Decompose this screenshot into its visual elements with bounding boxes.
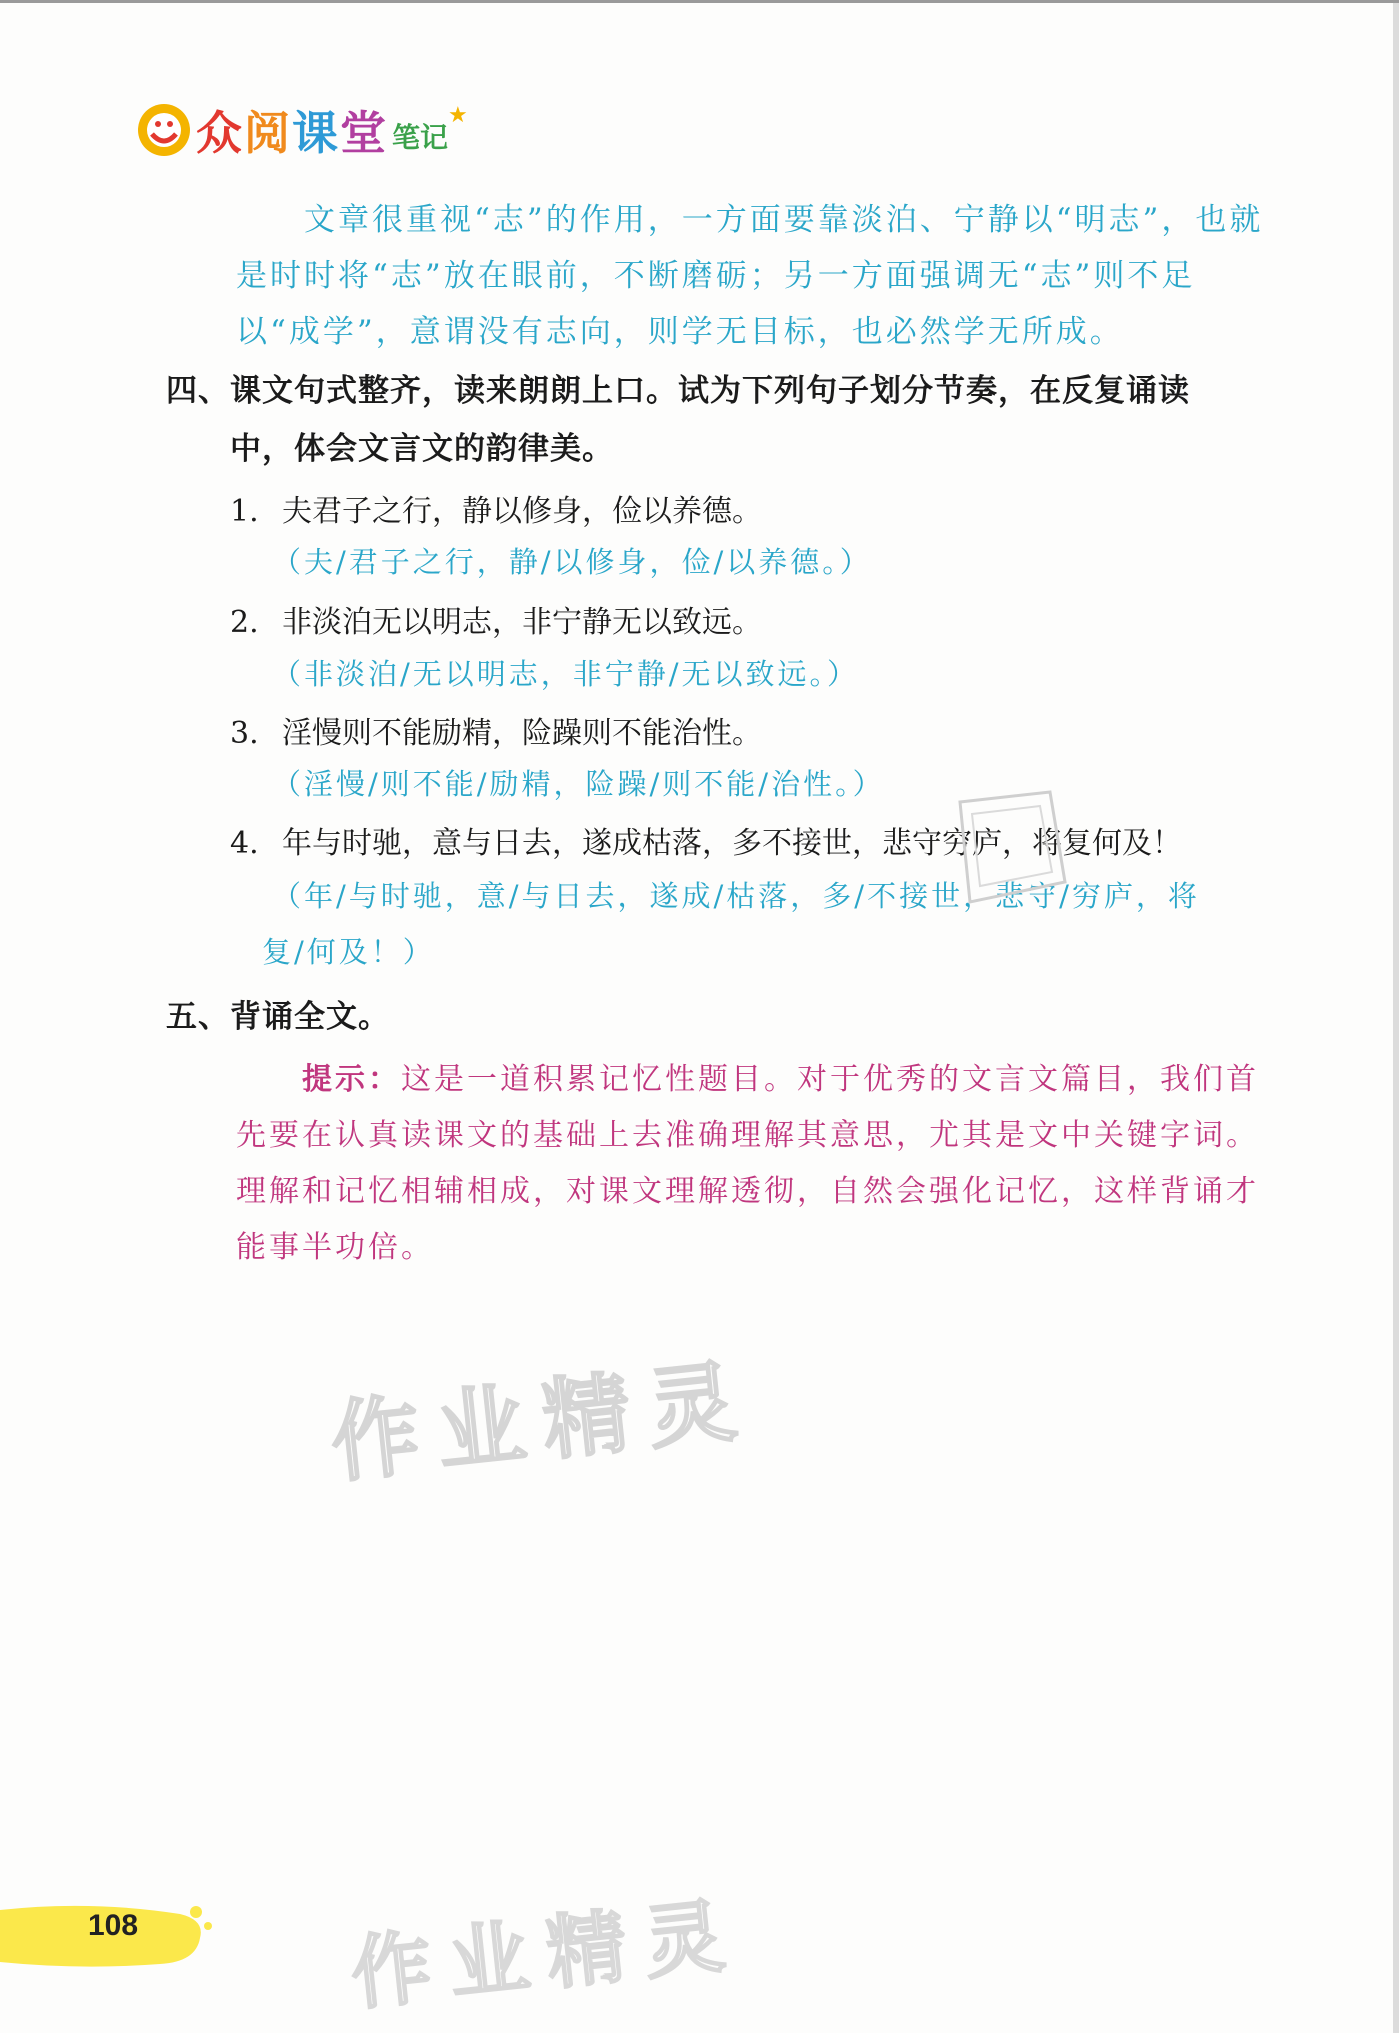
list-item <box>230 597 1280 641</box>
star-icon: ★ <box>448 102 468 128</box>
list-item <box>230 818 1280 862</box>
item-answer: （年/与时驰，意/与日去，遂成/枯落，多/不接世，悲守/穷庐，将 <box>272 879 1200 913</box>
logo-emblem-icon <box>138 104 190 156</box>
item-number: 4. <box>230 826 259 861</box>
question-4-line-2: 中，体会文言文的韵律美。 <box>230 431 614 467</box>
list-item <box>230 486 1280 530</box>
hint-label: 提示： <box>302 1062 401 1097</box>
logo-char-2: 阅 <box>244 106 292 160</box>
list-item <box>230 708 1280 752</box>
page-number: 108 <box>88 1909 139 1942</box>
intro-answer-paragraph <box>236 192 1276 360</box>
item-answer: （淫慢/则不能/励精，险躁/则不能/治性。） <box>272 767 885 801</box>
item-answer: （非淡泊/无以明志，非宁静/无以致远。） <box>272 657 860 691</box>
question-5-heading: 五、背诵全文。 <box>166 999 390 1035</box>
item-number: 2. <box>230 605 259 640</box>
item-number: 3. <box>230 716 259 751</box>
watermark-stamp <box>930 772 1080 922</box>
logo-char-3: 课 <box>292 106 340 160</box>
item-sentence: 年与时驰，意与日去，遂成枯落，多不接世，悲守穷庐，将复何及！ <box>282 826 1182 861</box>
logo-subtitle: 笔记 <box>392 121 449 154</box>
intro-answer-text: 文章很重视“志”的作用，一方面要靠淡泊、宁静以“明志”，也就是时时将“志”放在眼前，不断磨砺；另一方面强调无“志”则不足以“成学”，意谓没有志向，则学无目标，也必然学无所成。 <box>236 202 1264 350</box>
item-answer: （夫/君子之行，静/以修身，俭/以养德。） <box>272 545 872 579</box>
logo-char-1: 众 <box>196 106 244 160</box>
watermark-text: 作业精灵 <box>326 1348 759 1495</box>
hint-paragraph <box>236 1052 1276 1276</box>
logo-char-4: 堂 <box>340 106 388 160</box>
watermark-text-bottom: 作业精灵 <box>346 1887 747 2022</box>
page-top-edge <box>0 0 1399 3</box>
item-sentence: 夫君子之行，静以修身，俭以养德。 <box>282 494 762 529</box>
item-sentence: 淫慢则不能励精，险躁则不能治性。 <box>282 716 762 751</box>
hint-text: 这是一道积累记忆性题目。对于优秀的文言文篇目，我们首先要在认真读课文的基础上去准确理解其意思，尤其是文中关键字词。理解和记忆相辅相成，对课文理解透彻，自然会强化记忆，这样背诵才能事半功倍。 <box>236 1062 1259 1265</box>
question-4-line-1: 四、课文句式整齐，读来朗朗上口。试为下列句子划分节奏，在反复诵读 <box>166 373 1190 409</box>
item-sentence: 非淡泊无以明志，非宁静无以致远。 <box>282 605 762 640</box>
logo-title <box>196 97 388 163</box>
book-logo <box>138 100 468 160</box>
item-answer-continued: 复/何及！） <box>262 935 435 969</box>
item-number: 1. <box>230 494 259 529</box>
question-4-heading <box>166 362 1276 478</box>
